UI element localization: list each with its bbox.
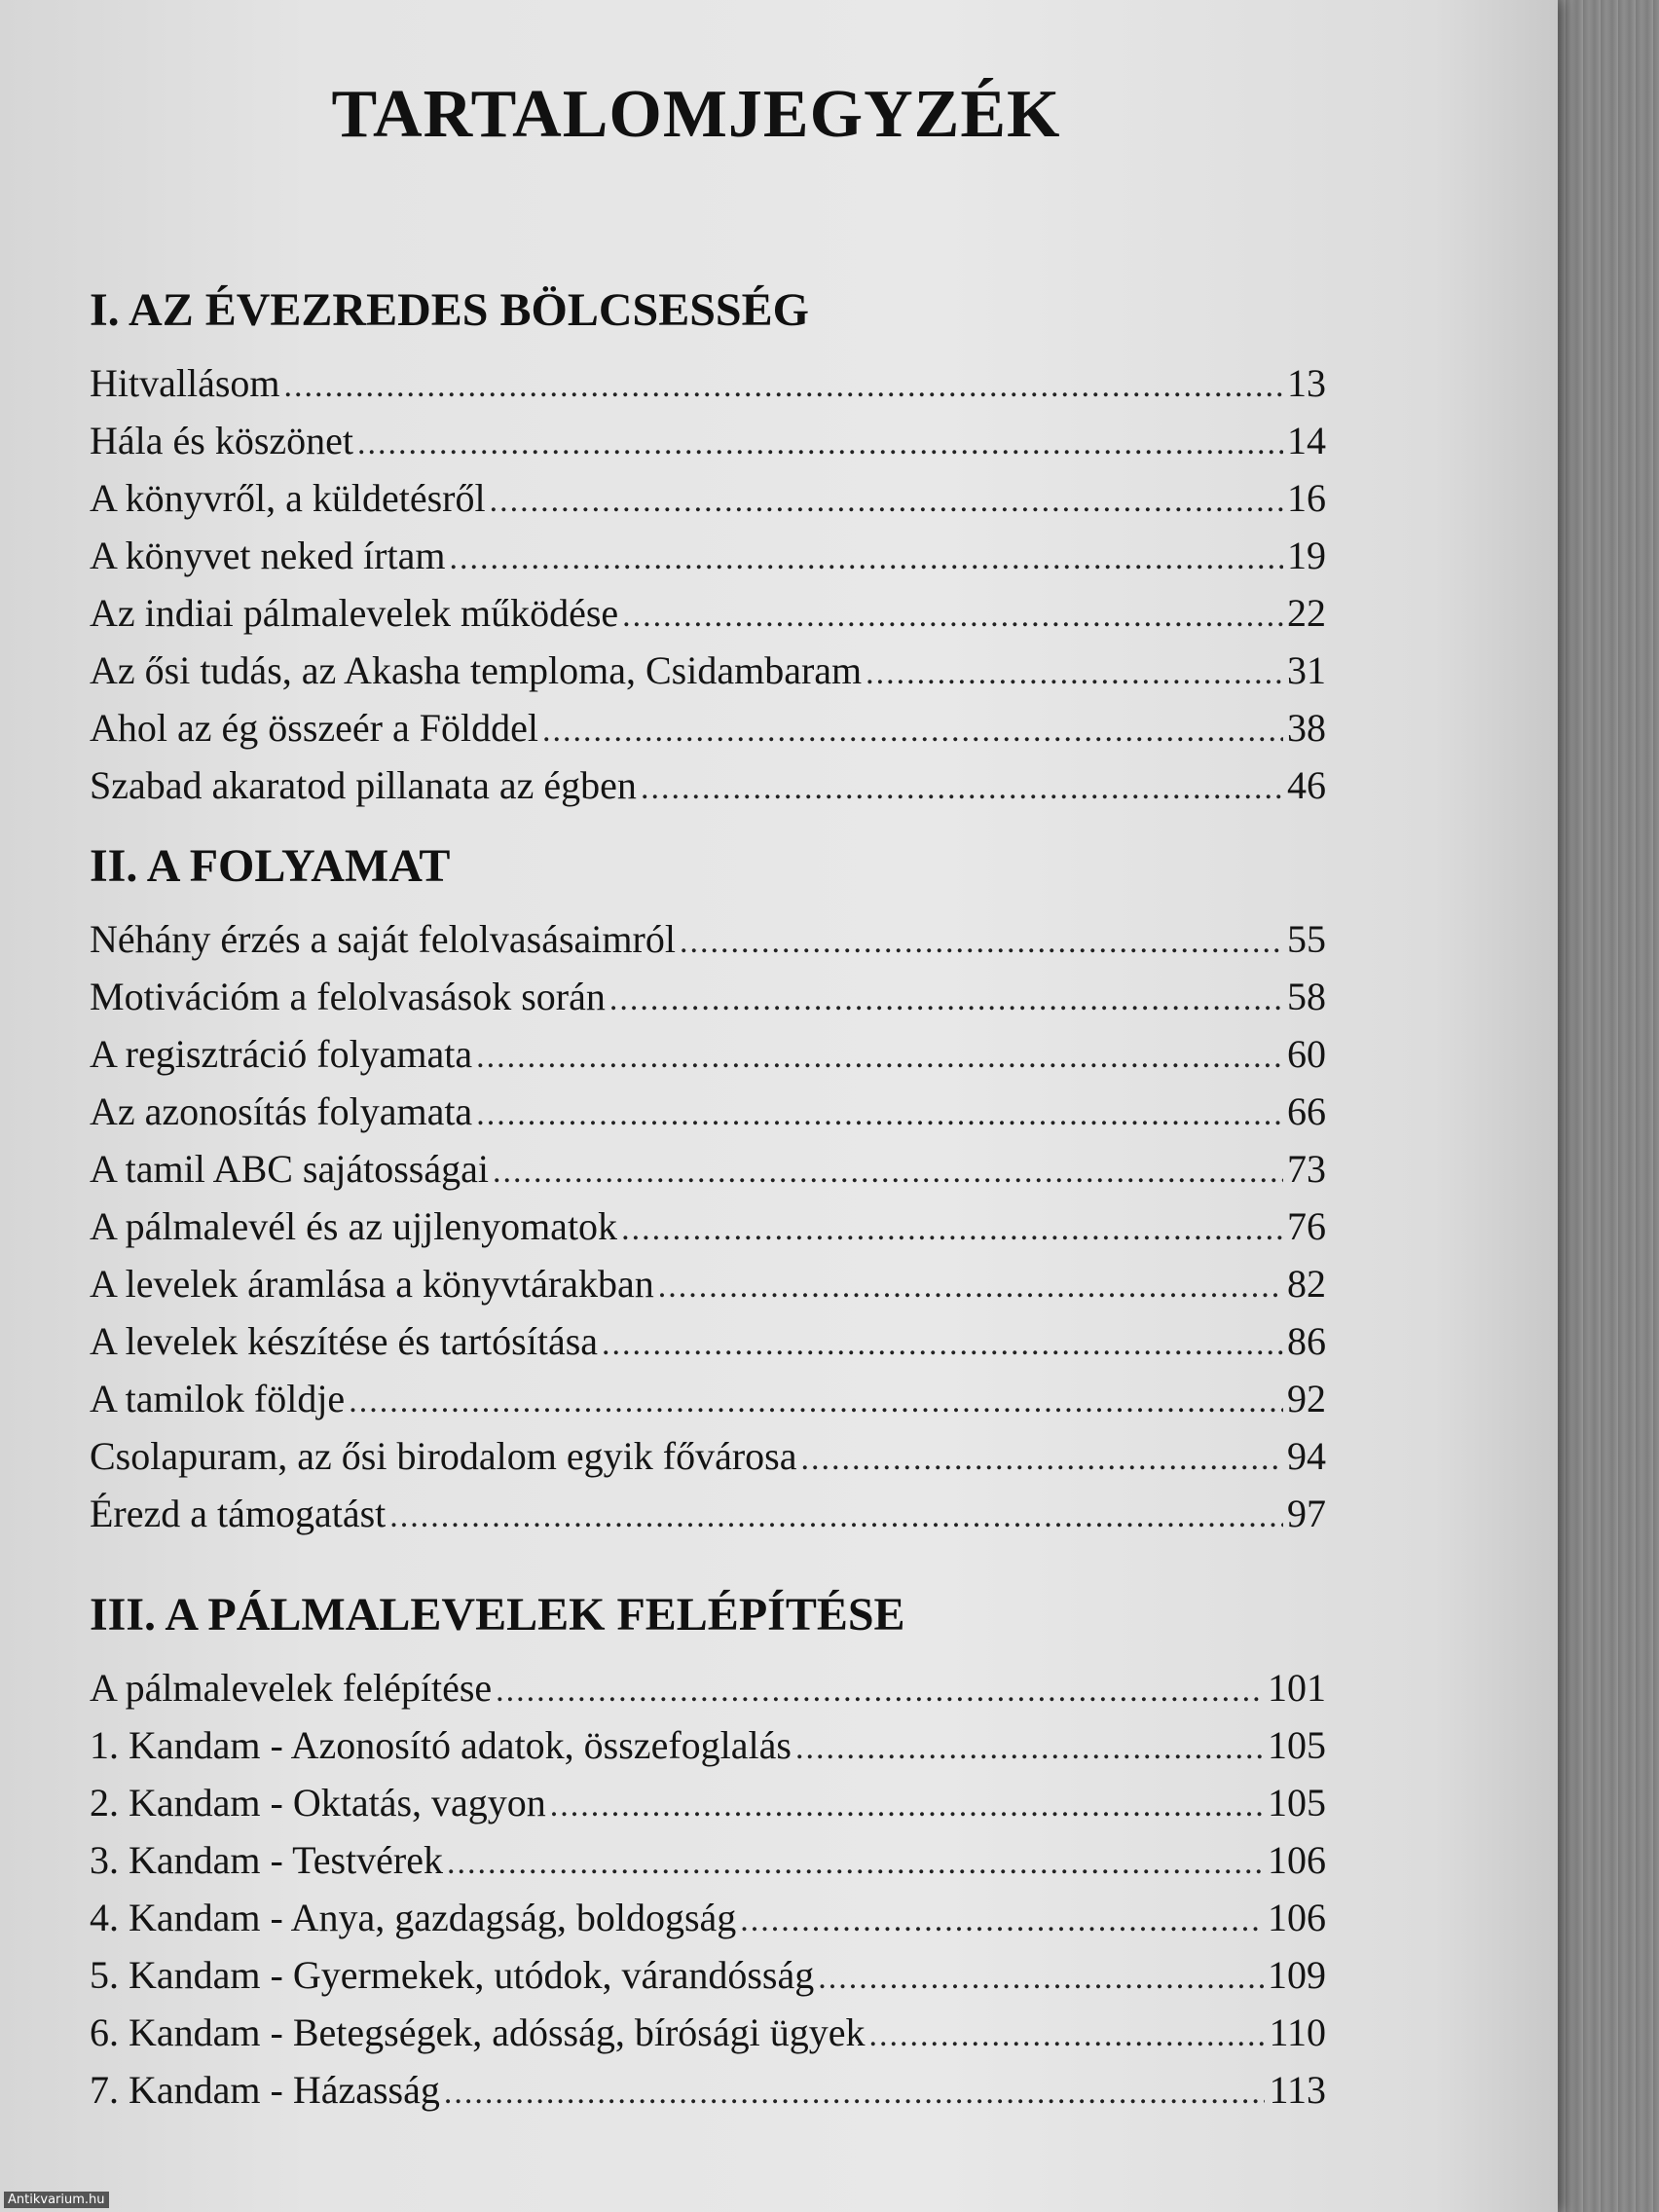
toc-entry-page-number: 76	[1287, 1204, 1326, 1248]
dot-leader	[449, 530, 1283, 587]
toc-entry	[90, 1946, 1326, 2004]
toc-entry	[90, 1427, 1326, 1485]
dot-leader	[550, 1777, 1264, 1834]
toc-section-3	[90, 1577, 1326, 2119]
section-heading: II. A FOLYAMAT	[90, 840, 451, 892]
dot-leader	[357, 415, 1283, 472]
toc-entry-page-number: 106	[1268, 1838, 1326, 1882]
toc-entry-title: Hitvallásom	[90, 361, 280, 405]
toc-entry-page-number: 13	[1287, 361, 1326, 405]
toc-entry	[90, 2004, 1326, 2061]
dot-leader	[622, 587, 1283, 645]
toc-entry-title: Érezd a támogatást	[90, 1492, 387, 1535]
toc-entry-page-number: 105	[1268, 1723, 1326, 1767]
toc-entry-page-number: 106	[1268, 1896, 1326, 1939]
dot-leader	[641, 759, 1283, 817]
toc-entry	[90, 1889, 1326, 1946]
toc-entry-title: 7. Kandam - Házasság	[90, 2068, 440, 2112]
toc-section-1	[90, 273, 1326, 814]
toc-entry-page-number: 94	[1287, 1434, 1326, 1478]
toc-entry-title: Hála és köszönet	[90, 419, 354, 462]
toc-entry-page-number: 105	[1268, 1781, 1326, 1825]
toc-entry-title: Ahol az ég összeér a Földdel	[90, 706, 538, 750]
dot-leader	[868, 2007, 1265, 2064]
toc-entry-title: Néhány érzés a saját felolvasásaimról	[90, 917, 676, 961]
toc-entry	[90, 699, 1326, 756]
toc-entry-page-number: 46	[1287, 763, 1326, 807]
toc-entry	[90, 1716, 1326, 1774]
dot-leader	[740, 1892, 1264, 1949]
toc-entry-page-number: 55	[1287, 917, 1326, 961]
dot-leader	[795, 1719, 1264, 1777]
dot-leader	[602, 1315, 1283, 1373]
dot-leader	[476, 1086, 1283, 1143]
toc-entry-title: A regisztráció folyamata	[90, 1032, 473, 1076]
toc-entry-page-number: 60	[1287, 1032, 1326, 1076]
toc-entry-title: 1. Kandam - Azonosító adatok, összefoglalás	[90, 1723, 792, 1767]
dot-leader	[680, 913, 1283, 971]
toc-entry-page-number: 38	[1287, 706, 1326, 750]
dot-leader	[490, 472, 1283, 530]
dot-leader	[496, 1662, 1264, 1719]
toc-entry-title: 2. Kandam - Oktatás, vagyon	[90, 1781, 546, 1825]
dot-leader	[444, 2064, 1266, 2121]
toc-entry	[90, 412, 1326, 469]
toc-entry-title: Csolapuram, az ősi birodalom egyik fővárosa	[90, 1434, 797, 1478]
toc-entry-page-number: 14	[1287, 419, 1326, 462]
toc-entry-page-number: 58	[1287, 975, 1326, 1018]
toc-entry-title: A könyvről, a küldetésről	[90, 476, 486, 520]
dot-leader	[658, 1258, 1283, 1315]
toc-entry-title: Motivációm a felolvasások során	[90, 975, 606, 1018]
toc-entry	[90, 1774, 1326, 1831]
toc-entry-page-number: 97	[1287, 1492, 1326, 1535]
toc-entry-title: 4. Kandam - Anya, gazdagság, boldogság	[90, 1896, 737, 1939]
dot-leader	[447, 1834, 1264, 1892]
toc-entry-page-number: 19	[1287, 534, 1326, 577]
toc-entry-title: A levelek készítése és tartósítása	[90, 1319, 599, 1363]
toc-entry	[90, 2061, 1326, 2119]
toc-entry	[90, 1312, 1326, 1370]
toc-entry-title: Szabad akaratod pillanata az égben	[90, 763, 637, 807]
toc-entry	[90, 1831, 1326, 1889]
toc-entry	[90, 1140, 1326, 1198]
toc-entry-page-number: 22	[1287, 591, 1326, 635]
toc-entry-page-number: 109	[1268, 1953, 1326, 1997]
dot-leader	[621, 1200, 1283, 1258]
toc-entry-page-number: 66	[1287, 1089, 1326, 1133]
dot-leader	[542, 702, 1283, 759]
toc-entry	[90, 910, 1326, 968]
toc-entry	[90, 1198, 1326, 1255]
section-heading: I. AZ ÉVEZREDES BÖLCSESSÉG	[90, 284, 809, 336]
background-surface	[1548, 0, 1659, 2212]
toc-entry	[90, 1025, 1326, 1083]
toc-entry-page-number: 16	[1287, 476, 1326, 520]
toc-entry-page-number: 113	[1269, 2068, 1326, 2112]
toc-entry-page-number: 73	[1287, 1147, 1326, 1191]
dot-leader	[609, 971, 1283, 1028]
dot-leader	[284, 357, 1283, 415]
toc-entry	[90, 1370, 1326, 1427]
toc-entry	[90, 1659, 1326, 1716]
toc-entry-title: A pálmalevelek felépítése	[90, 1666, 493, 1710]
toc-entry-page-number: 82	[1287, 1262, 1326, 1306]
toc-entry-title: Az indiai pálmalevelek működése	[90, 591, 619, 635]
dot-leader	[866, 645, 1283, 702]
toc-entry	[90, 584, 1326, 642]
page-title: TARTALOMJEGYZÉK	[331, 77, 1061, 152]
watermark-label: Antikvarium.hu	[4, 2192, 109, 2208]
toc-entry	[90, 1083, 1326, 1140]
toc-entry-page-number: 92	[1287, 1377, 1326, 1420]
toc-entry-page-number: 86	[1287, 1319, 1326, 1363]
toc-entry	[90, 1255, 1326, 1312]
toc-entry-title: A levelek áramlása a könyvtárakban	[90, 1262, 654, 1306]
toc-section-2	[90, 829, 1326, 1542]
toc-entry-title: A pálmalevél és az ujjlenyomatok	[90, 1204, 618, 1248]
toc-entry-title: A tamilok földje	[90, 1377, 346, 1420]
toc-entry	[90, 1485, 1326, 1542]
dot-leader	[349, 1373, 1283, 1430]
section-heading: III. A PÁLMALEVELEK FELÉPÍTÉSE	[90, 1589, 905, 1641]
toc-entry-page-number: 110	[1269, 2010, 1326, 2054]
dot-leader	[800, 1430, 1283, 1488]
toc-entry	[90, 968, 1326, 1025]
toc-entry-title: Az ősi tudás, az Akasha temploma, Csidambaram	[90, 648, 863, 692]
toc-entry-title: Az azonosítás folyamata	[90, 1089, 473, 1133]
dot-leader	[818, 1949, 1264, 2007]
toc-entry-page-number: 101	[1268, 1666, 1326, 1710]
toc-entry	[90, 354, 1326, 412]
toc-entry-page-number: 31	[1287, 648, 1326, 692]
toc-entry	[90, 756, 1326, 814]
toc-entry-title: 3. Kandam - Testvérek	[90, 1838, 444, 1882]
toc-entry	[90, 469, 1326, 527]
dot-leader	[476, 1028, 1283, 1086]
toc-entry	[90, 642, 1326, 699]
toc-entry	[90, 527, 1326, 584]
dot-leader	[389, 1488, 1283, 1545]
toc-entry-title: A tamil ABC sajátosságai	[90, 1147, 489, 1191]
dot-leader	[493, 1143, 1283, 1200]
toc-entry-title: 5. Kandam - Gyermekek, utódok, várandósság	[90, 1953, 815, 1997]
toc-entry-title: 6. Kandam - Betegségek, adósság, bírósági ügyek	[90, 2010, 866, 2054]
toc-entry-title: A könyvet neked írtam	[90, 534, 446, 577]
